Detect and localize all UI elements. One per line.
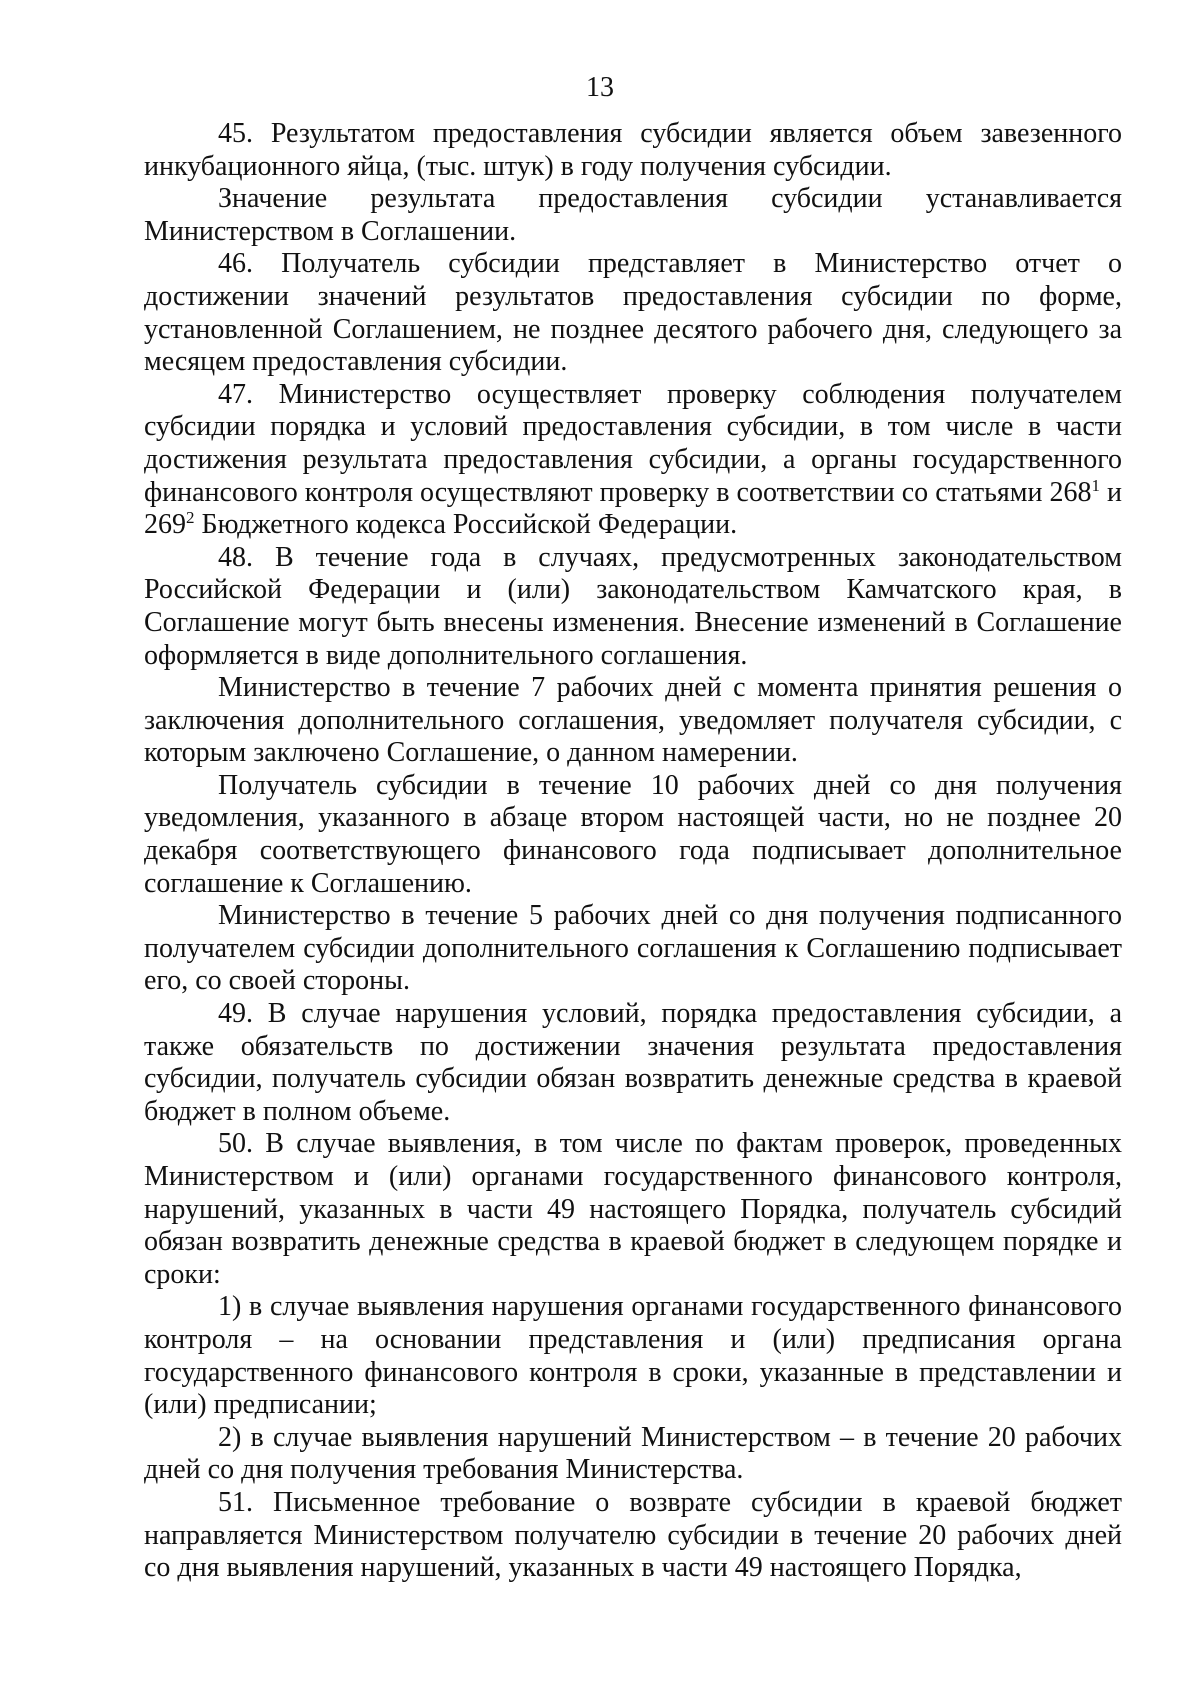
paragraph-47 xyxy=(144,379,1122,542)
page-number: 13 xyxy=(586,72,614,103)
paragraph-50-item-2: 2) в случае выявления нарушений Министерством – в течение 20 рабочих дней со дня получения требования Министерства. xyxy=(144,1421,1122,1486)
paragraph-50-item-1: 1) в случае выявления нарушения органами государственного финансового контроля – на основании представления и (или) предписания органа государственного финансового контроля в сроки, указанные в представлении и (или) предписании; xyxy=(144,1291,1122,1421)
paragraph-45: 45. Результатом предоставления субсидии является объем завезенного инкубационного яйца, (тыс. штук) в году получения субсидии. xyxy=(144,118,1122,182)
paragraph-51: 51. Письменное требование о возврате субсидии в краевой бюджет направляется Министерством получателю субсидии в течение 20 рабочих дней со дня выявления нарушений, указанных в части 49 настоящего Порядка, xyxy=(144,1486,1122,1584)
document-body xyxy=(144,118,1122,1585)
paragraph-50: 50. В случае выявления, в том числе по фактам проверок, проведенных Министерством и (или) органами государственного финансового контроля, нарушений, указанных в части 49 настоящего Порядка, получатель субсидий обязан возвратить денежные средства в краевой бюджет в следующем порядке и сроки: xyxy=(144,1128,1122,1290)
paragraph-49: 49. В случае нарушения условий, порядка предоставления субсидии, а также обязательств по достижении значения результата предоставления субсидии, получатель субсидии обязан возвратить денежные средства в краевой бюджет в полном объеме. xyxy=(144,998,1122,1127)
paragraph-48-signing: Получатель субсидии в течение 10 рабочих дней со дня получения уведомления, указанного в абзаце втором настоящей части, но не позднее 20 декабря соответствующего финансового года подписывает дополнительное соглашение к Соглашению. xyxy=(144,769,1122,899)
paragraph-48-ministry-signing: Министерство в течение 5 рабочих дней со дня получения подписанного получателем субсидии дополнительного соглашения к Соглашению подписывает его, со своей стороны. xyxy=(144,900,1122,997)
paragraph-45-result-value: Значение результата предоставления субсидии устанавливается Министерством в Соглашении. xyxy=(144,183,1122,247)
footnote-superscript-1: 1 xyxy=(1091,475,1101,495)
paragraph-47-end: Бюджетного кодекса Российской Федерации. xyxy=(194,509,738,541)
paragraph-48: 48. В течение года в случаях, предусмотренных законодательством Российской Федерации и (или) законодательством Камчатского края, в Соглашение могут быть внесены изменения. Внесение изменений в Соглашение оформляется в виде дополнительного соглашения. xyxy=(144,541,1122,671)
paragraph-47-mid: и 269 xyxy=(144,476,1123,541)
paragraph-46: 46. Получатель субсидии представляет в Министерство отчет о достижении значений результатов предоставления субсидии по форме, установленной Соглашением, не позднее десятого рабочего дня, следующего за месяцем предоставления субсидии. xyxy=(144,248,1122,378)
footnote-superscript-2: 2 xyxy=(186,508,195,528)
paragraph-47-text: 47. Министерство осуществляет проверку соблюдения получателем субсидии порядка и условий предоставления субсидии, в том числе в части достижения результата предоставления субсидии, а органы государственного финансового контроля осуществляют проверку в соответствии со статьями 268 xyxy=(144,378,1122,508)
paragraph-48-notice: Министерство в течение 7 рабочих дней с момента принятия решения о заключения дополнительного соглашения, уведомляет получателя субсидии, с которым заключено Соглашение, о данном намерении. xyxy=(144,672,1122,769)
